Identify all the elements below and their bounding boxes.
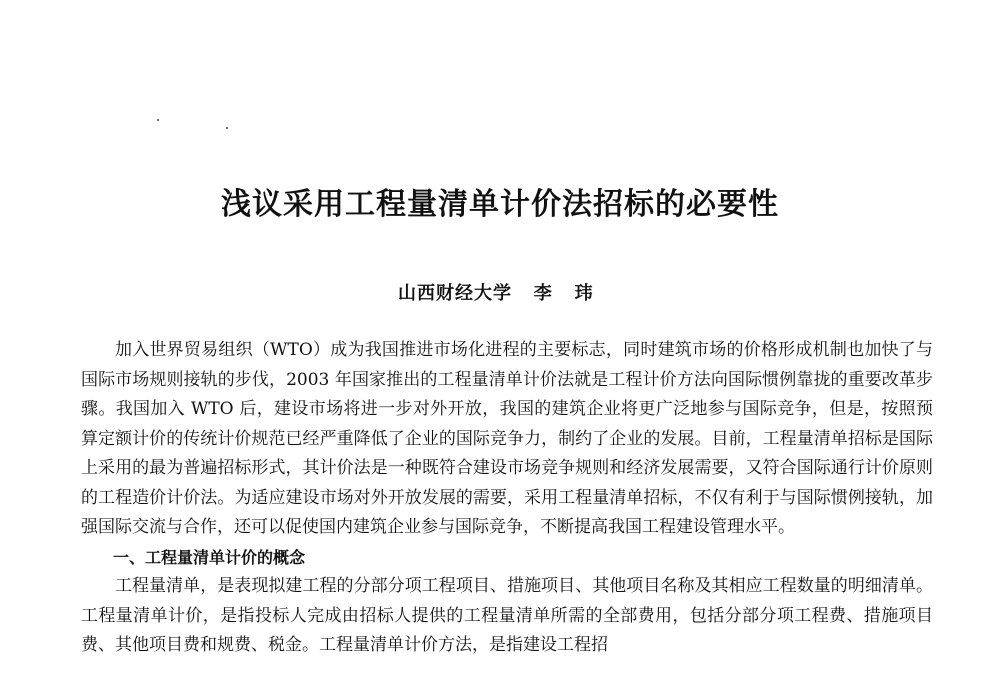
paper-body	[81, 336, 933, 661]
scan-speck	[226, 127, 228, 129]
paper-title: 浅议采用工程量清单计价法招标的必要性	[221, 187, 779, 222]
section-paragraph: 工程量清单，是表现拟建工程的分部分项工程项目、措施项目、其他项目名称及其相应工程数量的明细清单。工程量清单计价，是指投标人完成由招标人提供的工程量清单所需的全部费用，包括分部分项工程费、措施项目费、其他项目费和规费、税金。工程量清单计价方法，是指建设工程招	[81, 576, 933, 655]
scan-speck	[157, 119, 159, 121]
author-affiliation: 山西财经大学 李 玮	[398, 283, 594, 304]
intro-paragraph: 加入世界贸易组织（WTO）成为我国推进市场化进程的主要标志，同时建筑市场的价格形成机制也加快了与国际市场规则接轨的步伐，2003 年国家推出的工程量清单计价法就是工程计价方法向国际惯例靠拢的重要改革步骤。我国加入 WTO 后，建设市场将进一步对外开放，我国的建筑企业将更广泛地参与国际竞争，但是，按照预算定额计价的传统计价规范已经严重降低了企业的国际竞争力，制约了企业的发展。目前，工程量清单招标是国际上采用的最为普遍招标形式，其计价法是一种既符合建设市场竞争规则和经济发展需要，又符合国际通行计价原则的工程造价计价法。为适应建设市场对外开放发展的需要，采用工程量清单招标，不仅有利于与国际惯例接轨，加强国际交流与合作，还可以促使国内建筑企业参与国际竞争，不断提高我国工程建设管理水平。	[81, 340, 933, 537]
section-heading: 一、工程量清单计价的概念	[113, 547, 306, 567]
